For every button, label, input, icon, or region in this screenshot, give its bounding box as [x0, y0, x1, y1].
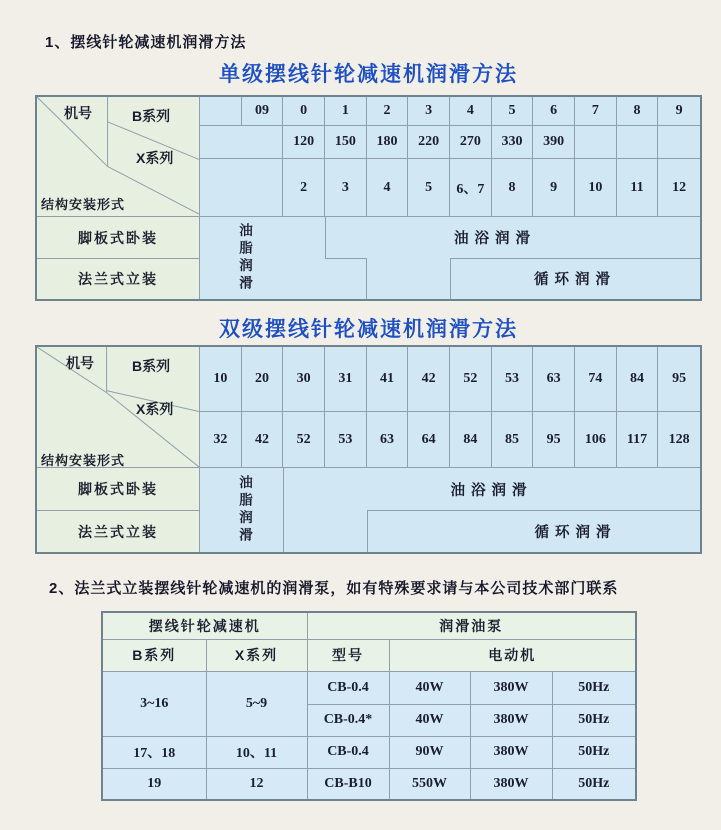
table-cell: 31	[325, 347, 367, 412]
table-cell: 40W	[389, 704, 470, 736]
table-cell: 50Hz	[552, 768, 636, 800]
table-cell: 84	[450, 412, 492, 468]
lubrication-pump-table	[101, 611, 637, 801]
table-cell: 09	[242, 97, 284, 126]
flange-mounted-row-label: 法兰式立装	[37, 258, 200, 299]
table-cell: 9	[533, 159, 575, 217]
oil-bath-lubrication-label: 油浴润滑	[454, 231, 536, 247]
table2-title: 双级摆线针轮减速机润滑方法	[219, 318, 518, 341]
table-cell: 380W	[470, 768, 552, 800]
table-cell: 8	[617, 97, 659, 126]
table-cell: 40W	[389, 671, 470, 704]
table-cell: 3	[325, 159, 367, 217]
grease-lubrication-label: 油脂润滑	[237, 223, 252, 293]
table1-machine-number-grid	[200, 97, 700, 217]
empty-cell	[617, 126, 659, 159]
table-cell: 6、7	[450, 159, 492, 217]
table-row	[102, 768, 636, 800]
table-cell: 180	[367, 126, 409, 159]
table-cell: 53	[492, 347, 534, 412]
table-cell: 0	[283, 97, 325, 126]
x-series-header: X系列	[206, 639, 307, 671]
empty-cell	[658, 126, 700, 159]
diagonal-divider-lines	[37, 347, 199, 467]
table-cell: 50Hz	[552, 704, 636, 736]
table-cell: 84	[617, 347, 659, 412]
table-cell: 10	[575, 159, 617, 217]
divider	[325, 258, 367, 259]
table-cell: 52	[283, 412, 325, 468]
table1-lubrication-zone	[200, 217, 700, 299]
b-series-label: B系列	[132, 108, 171, 124]
circulation-lubrication-label: 循环润滑	[534, 524, 617, 541]
empty-cell	[200, 159, 283, 217]
table-cell: 3~16	[102, 671, 206, 736]
flange-mounted-row-label: 法兰式立装	[37, 510, 200, 552]
table-cell: 85	[492, 412, 534, 468]
table-cell: 30	[283, 347, 325, 412]
table-cell: 53	[325, 412, 367, 468]
table-row	[102, 736, 636, 768]
machine-no-label: 机号	[64, 105, 92, 121]
table1-corner-header	[37, 97, 200, 217]
mounting-type-label: 结构安装形式	[41, 453, 126, 468]
table-cell: 9	[658, 97, 700, 126]
pump-header: 润滑油泵	[307, 612, 636, 639]
table-cell: 550W	[389, 768, 470, 800]
table-cell: 42	[408, 347, 450, 412]
single-stage-lubrication-table	[35, 95, 702, 301]
table-cell: 42	[242, 412, 284, 468]
model-header: 型号	[307, 639, 389, 671]
foot-mounted-row-label: 脚板式卧装	[37, 468, 200, 510]
table-cell: 117	[617, 412, 659, 468]
table-cell: CB-0.4*	[307, 704, 389, 736]
table2-corner-header	[37, 347, 200, 468]
empty-cell	[200, 126, 283, 159]
table-cell: 12	[658, 159, 700, 217]
table-cell: 380W	[470, 736, 552, 768]
table-cell: 10	[200, 347, 242, 412]
oil-bath-lubrication-label: 油浴润滑	[450, 482, 533, 499]
table-cell: 50Hz	[552, 736, 636, 768]
table-cell: 380W	[470, 671, 552, 704]
table-cell: 8	[492, 159, 534, 217]
empty-cell	[575, 126, 617, 159]
table-cell: 390	[533, 126, 575, 159]
table-cell: 4	[367, 159, 409, 217]
table-cell	[200, 97, 242, 126]
table-cell: 4	[450, 97, 492, 126]
table-cell: 330	[492, 126, 534, 159]
table-cell: 2	[283, 159, 325, 217]
table-cell: 10、11	[206, 736, 307, 768]
table-cell: 52	[450, 347, 492, 412]
table-cell: 17、18	[102, 736, 206, 768]
grease-lubrication-label: 油脂润滑	[237, 475, 252, 545]
table-cell: 90W	[389, 736, 470, 768]
table2-machine-number-grid	[200, 347, 700, 468]
table1-title: 单级摆线针轮减速机润滑方法	[219, 63, 518, 86]
table-cell: CB-0.4	[307, 736, 389, 768]
table-cell: CB-0.4	[307, 671, 389, 704]
double-stage-lubrication-table	[35, 345, 702, 554]
mounting-type-label: 结构安装形式	[41, 197, 126, 212]
table-cell: 19	[102, 768, 206, 800]
table-cell: 95	[533, 412, 575, 468]
table-cell: 74	[575, 347, 617, 412]
table-cell: 128	[658, 412, 700, 468]
table-cell: 5	[492, 97, 534, 126]
table-cell: CB-B10	[307, 768, 389, 800]
b-series-header: B系列	[102, 639, 206, 671]
section-2-heading: 2、法兰式立装摆线针轮减速机的润滑泵，如有特殊要求请与本公司技术部门联系	[49, 580, 619, 597]
table2-lubrication-zone	[200, 468, 700, 552]
motor-header: 电动机	[389, 639, 636, 671]
table-cell: 2	[367, 97, 409, 126]
x-series-label: X系列	[136, 401, 174, 417]
table-cell: 11	[617, 159, 659, 217]
section-1-heading: 1、摆线针轮减速机润滑方法	[45, 34, 247, 51]
table-cell: 5	[408, 159, 450, 217]
divider	[366, 258, 367, 299]
table-cell: 95	[658, 347, 700, 412]
table-cell: 270	[450, 126, 492, 159]
table-cell: 41	[367, 347, 409, 412]
table-cell: 150	[325, 126, 367, 159]
b-series-label: B系列	[132, 358, 171, 374]
table-cell: 1	[325, 97, 367, 126]
table-cell: 7	[575, 97, 617, 126]
table-cell: 20	[242, 347, 284, 412]
table-row	[102, 671, 636, 704]
table-cell: 63	[533, 347, 575, 412]
table-cell: 120	[283, 126, 325, 159]
table-cell: 12	[206, 768, 307, 800]
table-cell: 32	[200, 412, 242, 468]
table-cell: 220	[408, 126, 450, 159]
table-cell: 6	[533, 97, 575, 126]
table-cell: 63	[367, 412, 409, 468]
circulation-lubrication-label: 循环润滑	[534, 272, 616, 288]
x-series-label: X系列	[136, 150, 174, 166]
table-cell: 64	[408, 412, 450, 468]
table-cell: 106	[575, 412, 617, 468]
table-cell: 3	[408, 97, 450, 126]
machine-no-label: 机号	[66, 355, 94, 371]
table-cell: 50Hz	[552, 671, 636, 704]
table-cell: 380W	[470, 704, 552, 736]
foot-mounted-row-label: 脚板式卧装	[37, 217, 200, 258]
table-cell: 5~9	[206, 671, 307, 736]
reducer-header: 摆线针轮减速机	[102, 612, 307, 639]
